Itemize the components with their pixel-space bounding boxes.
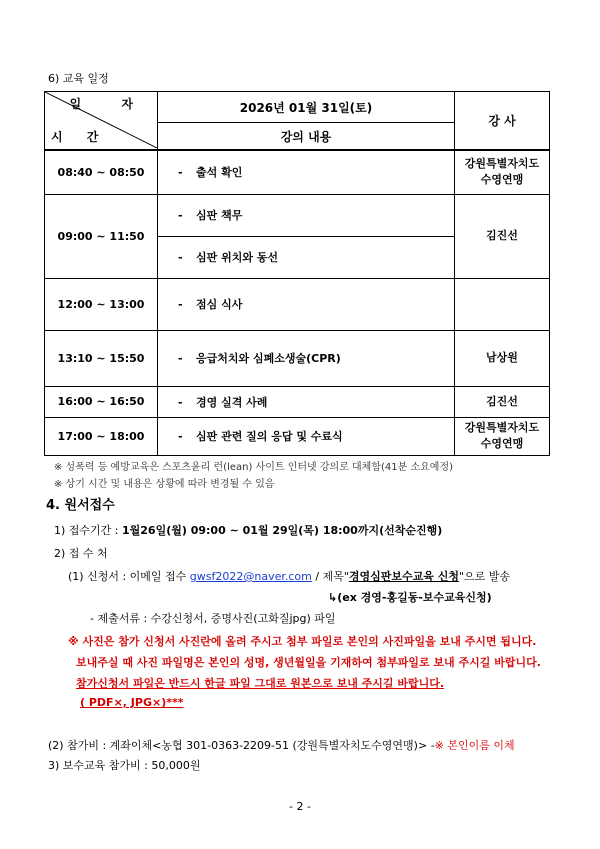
row-teacher	[455, 417, 550, 455]
row-content	[158, 417, 455, 455]
row-teacher	[455, 150, 550, 194]
row-time: 08:40 ~ 08:50	[45, 150, 158, 194]
period-value: 1월26일(월) 09:00 ~ 01월 29일(목) 18:00까지(선착순진행)	[122, 524, 443, 537]
table-row	[45, 330, 550, 386]
fee-note: ※ 본인이름 이체	[434, 739, 515, 752]
content-text: 심판 관련 질의 응답 및 수료식	[196, 430, 343, 443]
application-period	[54, 522, 442, 538]
bullet-dash: -	[178, 430, 183, 443]
teacher-line: 수영연맹	[480, 437, 524, 450]
example-filename: ↳(ex 경영-홍길동-보수교육신청)	[328, 591, 492, 604]
row-content	[158, 236, 455, 278]
documents-line: - 제출서류 : 수강신청서, 증명사진(고화질jpg) 파일	[90, 612, 336, 625]
bullet-dash: -	[178, 209, 183, 222]
content-text: 심판 위치와 동선	[196, 251, 279, 264]
content-text: 응급처치와 심폐소생술(CPR)	[196, 352, 341, 365]
table-row	[45, 417, 550, 455]
warning-line: 보내주실 때 사진 파일명은 본인의 성명, 생년월일을 기재하여 첨부파일로 보내 주시길 바랍니다.	[76, 656, 541, 669]
row-teacher	[455, 330, 550, 386]
teacher-header: 강 사	[455, 92, 550, 151]
apply-prefix: (1) 신청서 : 이메일 접수	[68, 570, 187, 583]
period-label: 1) 접수기간 :	[54, 524, 119, 537]
row-time: 16:00 ~ 16:50	[45, 386, 158, 417]
warning-line: ※ 사진은 참가 신청서 사진란에 올려 주시고 첨부 파일로 본인의 사진파일을 보내 주시면 됩니다.	[68, 635, 537, 648]
row-time: 12:00 ~ 13:00	[45, 278, 158, 330]
apply-suffix: "으로 발송	[458, 570, 511, 583]
note-line: ※ 성폭력 등 예방교육은 스포츠윤리 런(lean) 사이트 인터넷 강의로 대체함(41분 소요예정)	[54, 462, 454, 473]
table-row	[45, 150, 550, 194]
row-time: 09:00 ~ 11:50	[45, 194, 158, 278]
corner-header-time: 시 간	[51, 130, 109, 144]
content-text: 출석 확인	[196, 166, 243, 180]
row-content	[158, 194, 455, 236]
row-time: 17:00 ~ 18:00	[45, 417, 158, 455]
note-line: ※ 상기 시간 및 내용은 상황에 따라 변경될 수 있음	[54, 479, 275, 490]
row-content	[158, 330, 455, 386]
teacher-line: 남상원	[486, 351, 518, 364]
application-method	[68, 568, 510, 584]
bullet-dash: -	[178, 251, 183, 264]
teacher-line: 수영연맹	[480, 173, 524, 187]
application-place-label: 2) 접 수 처	[54, 547, 108, 560]
content-text: 경영 실격 사례	[196, 395, 268, 409]
apply-mid: / 제목"	[315, 570, 349, 583]
content-header: 강의 내용	[158, 123, 455, 151]
fee-label: (2) 참가비 : 계좌이체<농협 301-0363-2209-51 (강원특별자치도수영연맹)> -	[48, 739, 435, 752]
row-content	[158, 150, 455, 194]
fee-amount: 3) 보수교육 참가비 : 50,000원	[48, 759, 201, 772]
section-title-schedule: 6) 교육 일정	[48, 72, 109, 85]
content-text: 심판 책무	[196, 209, 243, 222]
row-teacher	[455, 194, 550, 278]
bullet-dash: -	[178, 395, 183, 409]
teacher-line: 강원특별자치도	[464, 157, 540, 171]
table-row	[45, 194, 550, 236]
row-content	[158, 278, 455, 330]
teacher-line: 강원특별자치도	[464, 421, 540, 434]
bullet-dash: -	[178, 166, 183, 180]
row-content	[158, 386, 455, 417]
corner-header-cell	[45, 92, 158, 151]
teacher-line: 김진선	[486, 394, 518, 408]
table-row	[45, 278, 550, 330]
page-number: - 2 -	[289, 800, 311, 813]
bullet-dash: -	[178, 298, 183, 311]
row-teacher	[455, 386, 550, 417]
table-row	[45, 386, 550, 417]
date-header: 2026년 01월 31일(토)	[158, 92, 455, 123]
bullet-dash: -	[178, 352, 183, 365]
corner-header-date: 일 자	[69, 97, 151, 111]
section-title-application: 4. 원서접수	[46, 498, 115, 513]
fee-line	[48, 737, 515, 753]
warning-line: 참가신청서 파일은 반드시 한글 파일 그대로 원본으로 보내 주시길 바랍니다.	[76, 677, 445, 690]
teacher-line: 김진선	[486, 229, 518, 242]
schedule-table	[44, 91, 550, 456]
apply-subject: 경영심판보수교육 신청	[348, 570, 459, 583]
row-time: 13:10 ~ 15:50	[45, 330, 158, 386]
content-text: 점심 식사	[196, 298, 243, 311]
email-link[interactable]: gwsf2022@naver.com	[189, 570, 312, 583]
row-teacher	[455, 278, 550, 330]
warning-line: ( PDF×, JPG×)***	[80, 696, 184, 709]
